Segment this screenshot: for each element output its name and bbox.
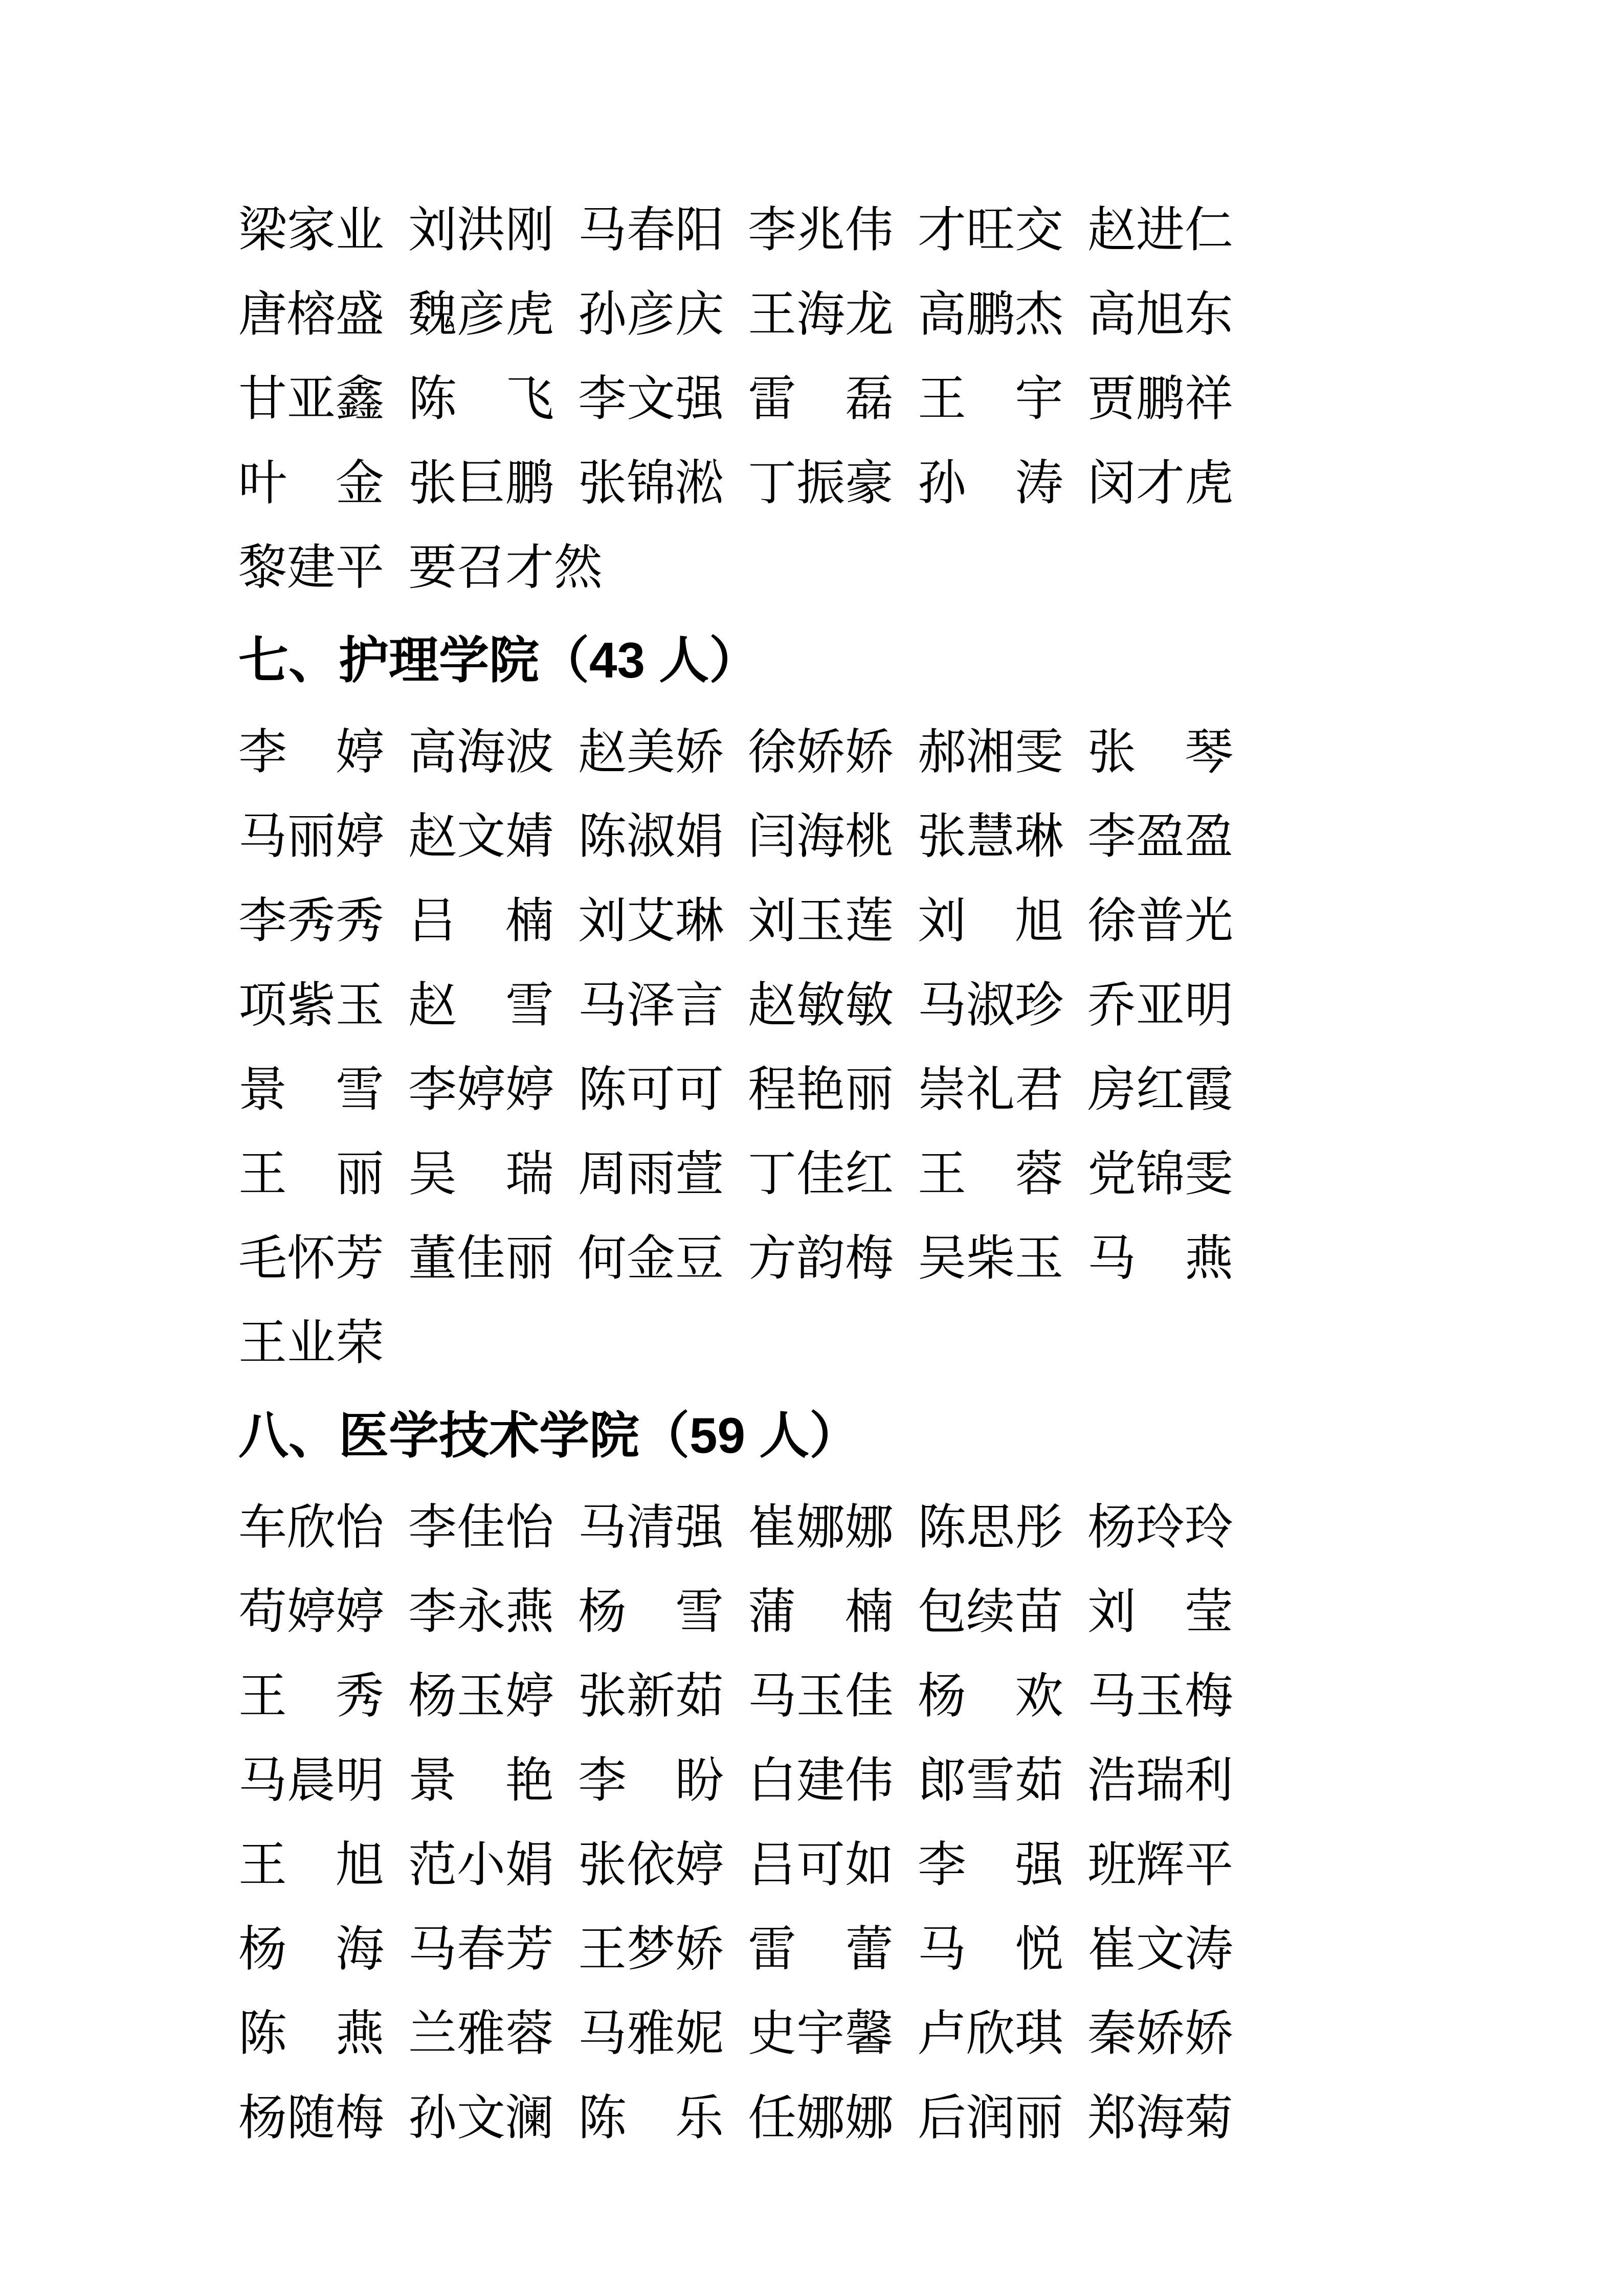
name-row xyxy=(238,963,1384,1048)
name-cell: 任娜娜 xyxy=(748,2091,894,2145)
name-cell: 赵 雪 xyxy=(408,978,554,1032)
name-cell: 王业荣 xyxy=(238,1316,385,1370)
section-heading: 八、医学技术学院（59 人） xyxy=(238,1407,860,1464)
name-cell: 王 宇 xyxy=(918,372,1064,426)
name-cell: 马春阳 xyxy=(578,203,724,257)
name-cell: 闫海桃 xyxy=(748,809,894,864)
name-cell: 张依婷 xyxy=(578,1838,724,1892)
name-cell: 郑海菊 xyxy=(1087,2091,1234,2145)
name-cell: 刘玉莲 xyxy=(748,894,894,948)
name-cell: 唐榕盛 xyxy=(238,287,385,342)
name-cell: 李永燕 xyxy=(408,1585,554,1639)
name-cell: 吕可如 xyxy=(748,1838,894,1892)
name-cell: 孙 涛 xyxy=(918,456,1064,510)
name-cell: 张慧琳 xyxy=(918,809,1064,864)
name-cell: 吴 瑞 xyxy=(408,1147,554,1201)
name-cell: 高旭东 xyxy=(1087,287,1234,342)
name-cell: 崔文涛 xyxy=(1087,1922,1234,1976)
name-cell: 李 盼 xyxy=(578,1753,724,1808)
name-cell: 方韵梅 xyxy=(748,1231,894,1286)
name-cell: 叶 金 xyxy=(238,456,385,510)
name-cell: 郝湘雯 xyxy=(918,725,1064,779)
name-cell: 杨 雪 xyxy=(578,1585,724,1639)
name-cell: 李婷婷 xyxy=(408,1063,554,1117)
name-cell: 马玉佳 xyxy=(748,1669,894,1723)
name-cell: 王 蓉 xyxy=(918,1147,1064,1201)
name-cell: 陈 乐 xyxy=(578,2091,724,2145)
name-cell: 陈 燕 xyxy=(238,2007,385,2061)
name-cell: 秦娇娇 xyxy=(1087,2007,1234,2061)
name-row xyxy=(238,357,1384,441)
name-cell: 房红霞 xyxy=(1087,1063,1234,1117)
name-cell: 要召才然 xyxy=(408,541,603,595)
name-cell: 马 悦 xyxy=(918,1922,1064,1976)
name-row xyxy=(238,526,1384,610)
name-cell: 杨玉婷 xyxy=(408,1669,554,1723)
name-cell: 马雅妮 xyxy=(578,2007,724,2061)
name-cell: 魏彦虎 xyxy=(408,287,554,342)
name-cell: 杨 海 xyxy=(238,1922,385,1976)
name-cell: 乔亚明 xyxy=(1087,978,1234,1032)
name-cell: 才旺交 xyxy=(918,203,1064,257)
name-cell: 雷 磊 xyxy=(748,372,894,426)
name-cell: 杨玲玲 xyxy=(1087,1500,1234,1555)
name-cell: 马丽婷 xyxy=(238,809,385,864)
name-row xyxy=(238,879,1384,963)
name-cell: 班辉平 xyxy=(1087,1838,1234,1892)
name-cell: 马泽言 xyxy=(578,978,724,1032)
name-cell: 崔娜娜 xyxy=(748,1500,894,1555)
section-heading: 七、护理学院（43 人） xyxy=(238,632,760,688)
name-row xyxy=(238,1132,1384,1217)
name-row xyxy=(238,1992,1384,2076)
name-row xyxy=(238,1217,1384,1301)
name-row xyxy=(238,1048,1384,1132)
name-cell: 史宇馨 xyxy=(748,2007,894,2061)
name-cell: 张巨鹏 xyxy=(408,456,554,510)
name-row xyxy=(238,1654,1384,1739)
name-cell: 闵才虎 xyxy=(1087,456,1234,510)
name-cell: 李盈盈 xyxy=(1087,809,1234,864)
name-cell: 刘 莹 xyxy=(1087,1585,1234,1639)
name-cell: 崇礼君 xyxy=(918,1063,1064,1117)
name-cell: 杨 欢 xyxy=(918,1669,1064,1723)
name-cell: 后润丽 xyxy=(918,2091,1064,2145)
name-cell: 高鹏杰 xyxy=(918,287,1064,342)
name-cell: 梁家业 xyxy=(238,203,385,257)
name-cell: 马清强 xyxy=(578,1500,724,1555)
name-cell: 赵美娇 xyxy=(578,725,724,779)
name-cell: 包续苗 xyxy=(918,1585,1064,1639)
document-page xyxy=(238,188,1384,2160)
name-row xyxy=(238,273,1384,357)
name-cell: 刘洪刚 xyxy=(408,203,554,257)
name-cell: 项紫玉 xyxy=(238,978,385,1032)
name-cell: 张锦淞 xyxy=(578,456,724,510)
name-cell: 王 丽 xyxy=(238,1147,385,1201)
name-cell: 吕 楠 xyxy=(408,894,554,948)
name-cell: 王海龙 xyxy=(748,287,894,342)
name-cell: 卢欣琪 xyxy=(918,2007,1064,2061)
name-cell: 李 强 xyxy=(918,1838,1064,1892)
name-row xyxy=(238,2076,1384,2160)
name-cell: 兰雅蓉 xyxy=(408,2007,554,2061)
name-cell: 马春芳 xyxy=(408,1922,554,1976)
name-cell: 周雨萱 xyxy=(578,1147,724,1201)
name-cell: 杨随梅 xyxy=(238,2091,385,2145)
name-cell: 丁振豪 xyxy=(748,456,894,510)
name-cell: 雷 蕾 xyxy=(748,1922,894,1976)
name-cell: 范小娟 xyxy=(408,1838,554,1892)
name-cell: 马 燕 xyxy=(1087,1231,1234,1286)
name-cell: 王 秀 xyxy=(238,1669,385,1723)
name-cell: 苟婷婷 xyxy=(238,1585,385,1639)
name-cell: 浩瑞利 xyxy=(1087,1753,1234,1808)
name-cell: 张 琴 xyxy=(1087,725,1234,779)
name-cell: 马淑珍 xyxy=(918,978,1064,1032)
name-cell: 丁佳红 xyxy=(748,1147,894,1201)
name-cell: 王梦娇 xyxy=(578,1922,724,1976)
name-cell: 赵敏敏 xyxy=(748,978,894,1032)
name-cell: 赵文婧 xyxy=(408,809,554,864)
name-cell: 李文强 xyxy=(578,372,724,426)
name-cell: 何金豆 xyxy=(578,1231,724,1286)
name-cell: 马晨明 xyxy=(238,1753,385,1808)
name-cell: 程艳丽 xyxy=(748,1063,894,1117)
name-cell: 白建伟 xyxy=(748,1753,894,1808)
name-row xyxy=(238,1485,1384,1570)
name-cell: 刘 旭 xyxy=(918,894,1064,948)
name-row xyxy=(238,1570,1384,1654)
name-cell: 李佳怡 xyxy=(408,1500,554,1555)
name-row xyxy=(238,1301,1384,1385)
name-cell: 甘亚鑫 xyxy=(238,372,385,426)
name-cell: 黎建平 xyxy=(238,541,385,595)
name-row xyxy=(238,710,1384,795)
name-cell: 蒲 楠 xyxy=(748,1585,894,1639)
name-cell: 党锦雯 xyxy=(1087,1147,1234,1201)
name-cell: 毛怀芳 xyxy=(238,1231,385,1286)
name-cell: 李秀秀 xyxy=(238,894,385,948)
name-cell: 张新茹 xyxy=(578,1669,724,1723)
name-cell: 贾鹏祥 xyxy=(1087,372,1234,426)
name-cell: 王 旭 xyxy=(238,1838,385,1892)
name-cell: 孙文澜 xyxy=(408,2091,554,2145)
name-cell: 车欣怡 xyxy=(238,1500,385,1555)
name-row xyxy=(238,1823,1384,1907)
name-cell: 陈 飞 xyxy=(408,372,554,426)
name-cell: 郎雪茹 xyxy=(918,1753,1064,1808)
name-cell: 徐普光 xyxy=(1087,894,1234,948)
name-row xyxy=(238,1907,1384,1992)
name-cell: 马玉梅 xyxy=(1087,1669,1234,1723)
name-cell: 吴柴玉 xyxy=(918,1231,1064,1286)
name-cell: 景 雪 xyxy=(238,1063,385,1117)
name-cell: 高海波 xyxy=(408,725,554,779)
name-cell: 李 婷 xyxy=(238,725,385,779)
name-cell: 赵进仁 xyxy=(1087,203,1234,257)
name-cell: 董佳丽 xyxy=(408,1231,554,1286)
name-cell: 景 艳 xyxy=(408,1753,554,1808)
name-cell: 徐娇娇 xyxy=(748,725,894,779)
name-row xyxy=(238,795,1384,879)
name-cell: 陈可可 xyxy=(578,1063,724,1117)
name-cell: 孙彦庆 xyxy=(578,287,724,342)
name-cell: 陈思彤 xyxy=(918,1500,1064,1555)
name-row xyxy=(238,188,1384,273)
name-row xyxy=(238,441,1384,526)
name-cell: 李兆伟 xyxy=(748,203,894,257)
name-row xyxy=(238,1739,1384,1823)
name-cell: 陈淑娟 xyxy=(578,809,724,864)
name-cell: 刘艾琳 xyxy=(578,894,724,948)
